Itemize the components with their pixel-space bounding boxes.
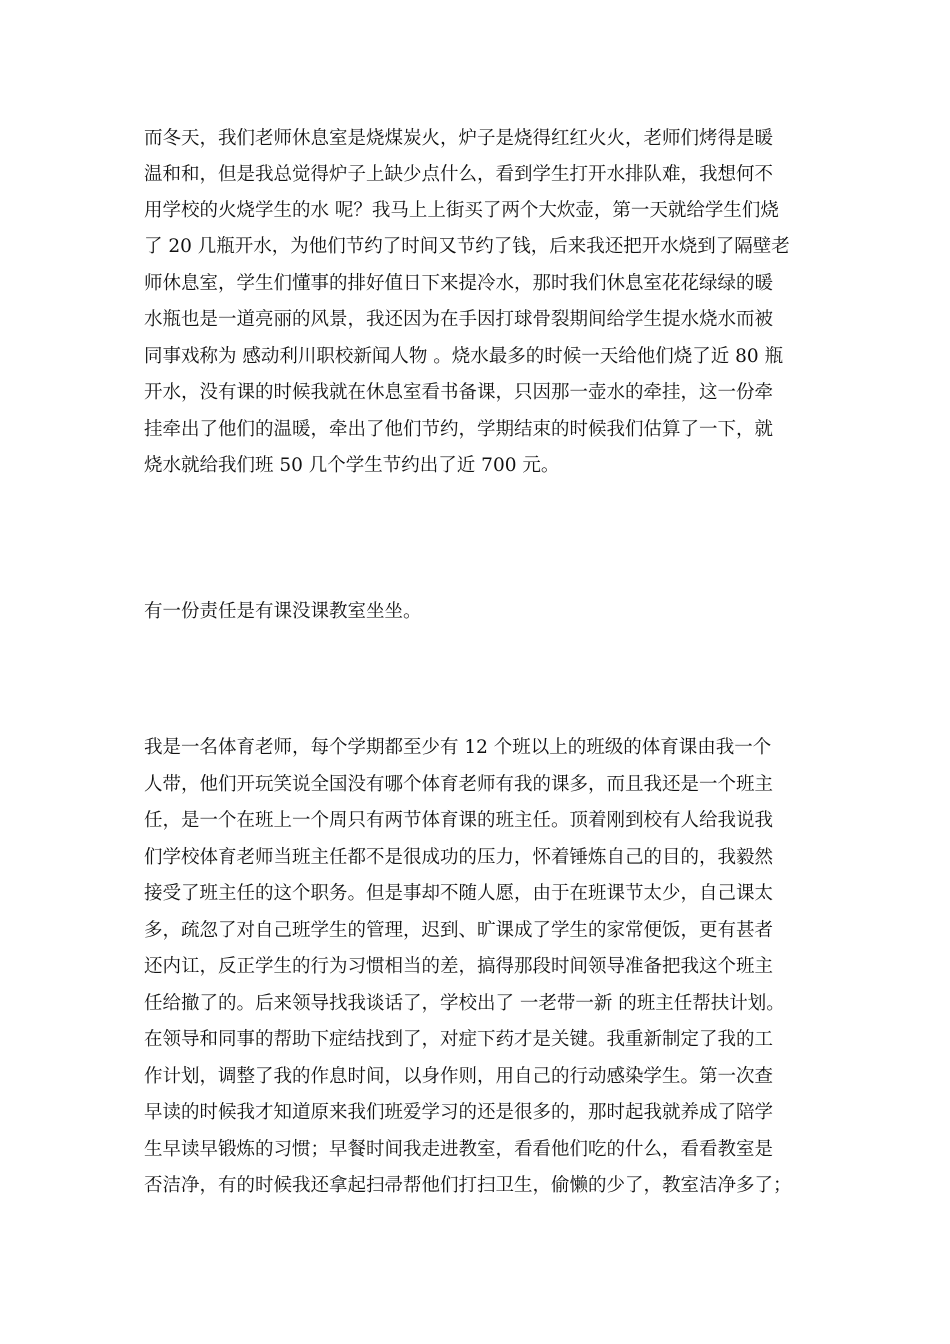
text-line: 作计划，调整了我的作息时间，以身作则，用自己的行动感染学生。第一次查 — [144, 1066, 774, 1087]
text-line: 烧水就给我们班 50 几个学生节约出了近 700 元。 — [144, 455, 560, 476]
text-line: 任给撤了的。后来领导找我谈话了，学校出了 一老带一新 的班主任帮扶计划。 — [144, 993, 785, 1014]
text-line: 师休息室，学生们懂事的排好值日下来提冷水，那时我们休息室花花绿绿的暖 — [144, 273, 774, 294]
text-line: 否洁净，有的时候我还拿起扫帚帮他们打扫卫生，偷懒的少了，教室洁净多了； — [144, 1175, 792, 1196]
text-line: 还内讧，反正学生的行为习惯相当的差，搞得那段时间领导准备把我这个班主 — [144, 956, 774, 977]
text-line: 开水，没有课的时候我就在休息室看书备课，只因那一壶水的牵挂，这一份牵 — [144, 382, 774, 403]
text-line: 接受了班主任的这个职务。但是事却不随人愿，由于在班课节太少，自己课太 — [144, 883, 774, 904]
text-line: 早读的时候我才知道原来我们班爱学习的还是很多的，那时起我就养成了陪学 — [144, 1102, 774, 1123]
text-line: 人带，他们开玩笑说全国没有哪个体育老师有我的课多，而且我还是一个班主 — [144, 774, 774, 795]
text-line: 挂牵出了他们的温暖，牵出了他们节约，学期结束的时候我们估算了一下，就 — [144, 419, 774, 440]
text-line: 任，是一个在班上一个周只有两节体育课的班主任。顶着刚到校有人给我说我 — [144, 810, 774, 831]
text-line: 温和和，但是我总觉得炉子上缺少点什么，看到学生打开水排队难，我想何不 — [144, 164, 774, 185]
text-line: 生早读早锻炼的习惯；早餐时间我走进教室，看看他们吃的什么，看看教室是 — [144, 1139, 774, 1160]
text-line: 同事戏称为 感动利川职校新闻人物 。烧水最多的时候一天给他们烧了近 80 瓶 — [144, 346, 784, 367]
text-line: 们学校体育老师当班主任都不是很成功的压力，怀着锤炼自己的目的，我毅然 — [144, 847, 774, 868]
text-line: 我是一名体育老师，每个学期都至少有 12 个班以上的班级的体育课由我一个 — [144, 737, 772, 758]
text-line: 在领导和同事的帮助下症结找到了，对症下药才是关键。我重新制定了我的工 — [144, 1029, 774, 1050]
text-line: 了 20 几瓶开水，为他们节约了时间又节约了钱，后来我还把开水烧到了隔壁老 — [144, 236, 790, 257]
text-line: 用学校的火烧学生的水 呢？我马上上街买了两个大炊壶，第一天就给学生们烧 — [144, 200, 779, 221]
text-line: 有一份责任是有课没课教室坐坐。 — [144, 601, 422, 622]
text-line: 水瓶也是一道亮丽的风景，我还因为在手因打球骨裂期间给学生提水烧水而被 — [144, 309, 774, 330]
text-line: 而冬天，我们老师休息室是烧煤炭火，炉子是烧得红红火火，老师们烤得是暖 — [144, 128, 774, 149]
text-line: 多，疏忽了对自己班学生的管理，迟到、旷课成了学生的家常便饭，更有甚者 — [144, 920, 774, 941]
